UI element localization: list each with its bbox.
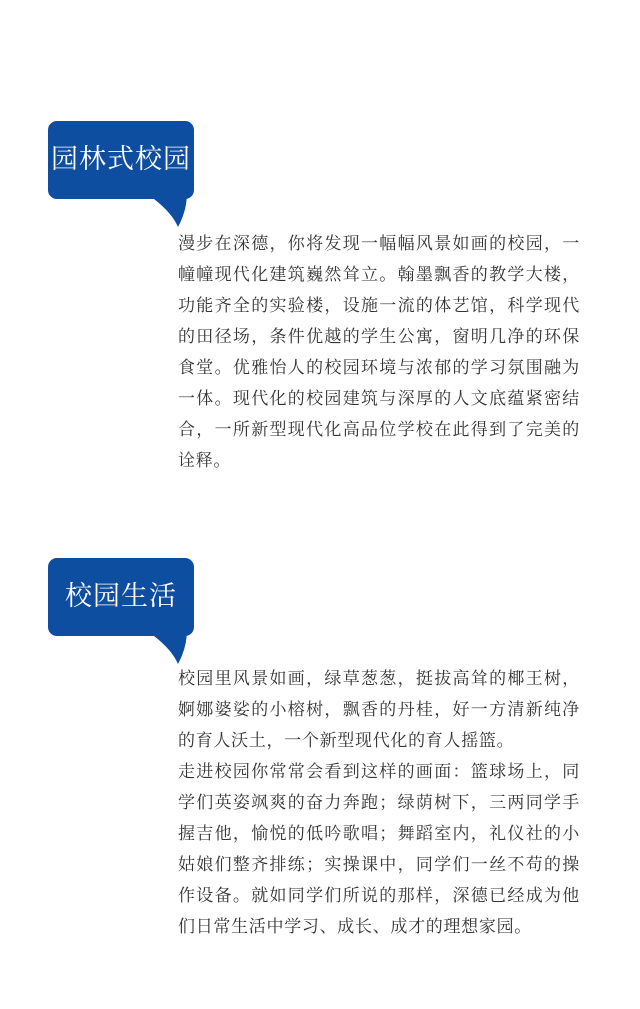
- paragraph: 走进校园你常常会看到这样的画面：篮球场上，同学们英姿飒爽的奋力奔跑；绿荫树下，三两同学手握吉他，愉悦的低吟歌唱；舞蹈室内，礼仪社的小姑娘们整齐排练；实操课中，同学们一丝不苟的操作设备。就如同学们所说的那样，深德已经成为他们日常生活中学习、成长、成才的理想家园。: [178, 762, 580, 937]
- section-title: 园林式校园: [51, 144, 191, 175]
- paragraph: 校园里风景如画，绿草葱葱，挺拔高耸的椰王树，婀娜婆娑的小榕树，飘香的丹桂，好一方清新纯净的育人沃土，一个新型现代化的育人摇篮。: [178, 669, 580, 751]
- section-body: [178, 664, 580, 943]
- paragraph: 漫步在深德，你将发现一幅幅风景如画的校园，一幢幢现代化建筑巍然耸立。翰墨飘香的教学大楼，功能齐全的实验楼，设施一流的体艺馆，科学现代的田径场，条件优越的学生公寓，窗明几净的环保食堂。优雅怡人的校园环境与浓郁的学习氛围融为一体。现代化的校园建筑与深厚的人文底蕴紧密结合，一所新型现代化高品位学校在此得到了完美的诠释。: [178, 234, 580, 471]
- section-title-badge: [48, 121, 194, 205]
- section-title-badge: [48, 558, 194, 642]
- section-title: 校园生活: [65, 581, 177, 612]
- section-body: [178, 229, 580, 477]
